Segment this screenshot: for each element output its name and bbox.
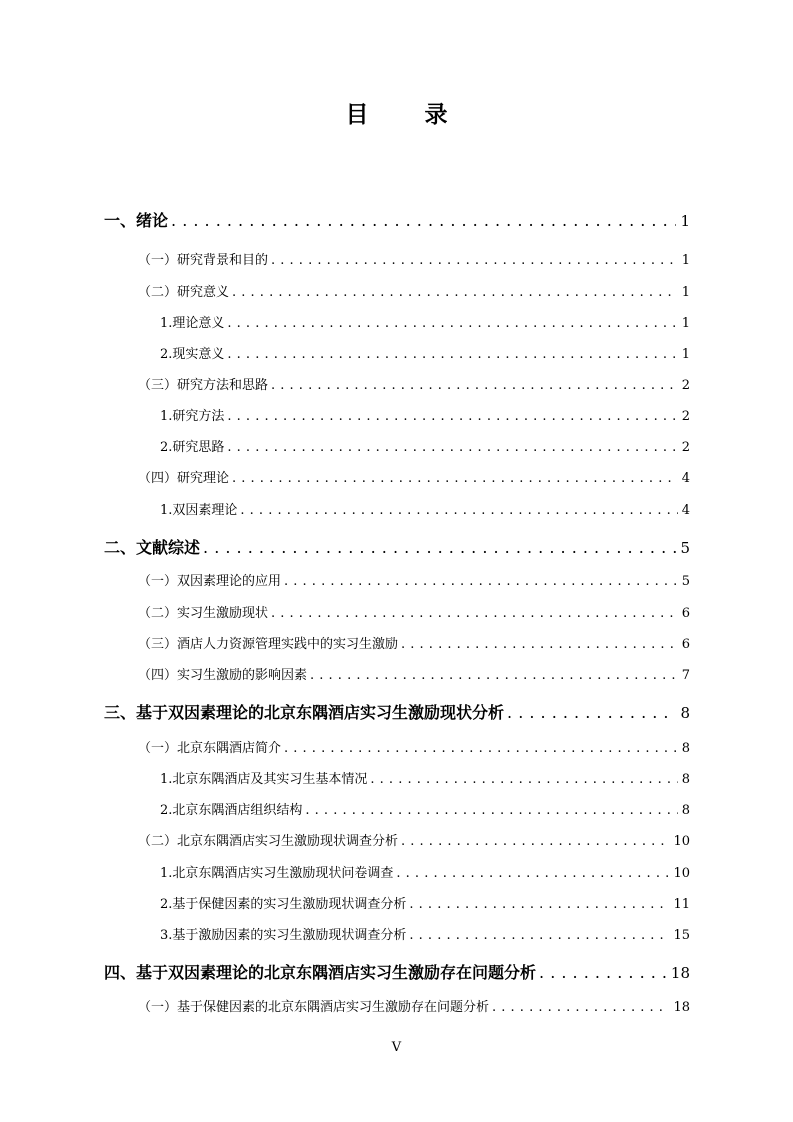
toc-leader-dots [271,253,678,268]
toc-entry-label: 三、基于双因素理论的北京东隅酒店实习生激励现状分析 [104,703,505,722]
toc-leader-dots [203,538,676,557]
toc-entry-label: （二）实习生激励现状 [138,606,269,621]
toc-leader-dots [409,897,669,912]
toc-leader-dots [396,866,669,881]
toc-entry[interactable] [160,405,690,424]
toc-entry-label: 1.理论意义 [160,316,225,331]
toc-leader-dots [271,606,678,621]
toc-page-number: 5 [681,574,690,589]
toc-leader-dots [227,316,677,331]
toc-entry-label: 1.双因素理论 [160,503,238,518]
toc-entry[interactable] [138,249,690,268]
toc-leader-dots [507,703,676,722]
toc-page-number: 11 [673,897,690,912]
toc-entry[interactable] [160,768,690,787]
toc-page-number: 2 [681,378,690,393]
toc-entry[interactable] [160,499,690,518]
toc-leader-dots [227,347,677,362]
toc-entry-label: （一）基于保健因素的北京东隅酒店实习生激励存在问题分析 [138,1000,490,1015]
toc-page-number: 10 [673,866,690,881]
toc-entry-label: 1.北京东隅酒店及其实习生基本情况 [160,772,368,787]
toc-page-number: 1 [680,212,690,230]
toc-entry-label: （一）研究背景和目的 [138,253,269,268]
toc-entry[interactable] [160,436,690,455]
toc-page-number: 7 [681,668,690,683]
page-number-footer: V [391,1040,402,1055]
toc-leader-dots [171,211,676,230]
toc-page-number: 8 [680,704,690,722]
toc-entry[interactable] [160,799,690,818]
toc-entry[interactable] [138,374,690,393]
toc-page-number: 10 [673,834,690,849]
toc-leader-dots [284,741,678,756]
toc-entry[interactable] [138,570,690,589]
toc-page-number: 2 [681,409,690,424]
toc-leader-dots [401,637,678,652]
toc-page-number: 8 [681,772,690,787]
toc-page-number: 4 [681,503,690,518]
toc-entry[interactable] [138,830,690,849]
toc-page-number: 15 [673,928,690,943]
toc-leader-dots [284,574,678,589]
toc-title: 目 录 [345,102,472,128]
toc-page-number: 1 [681,253,690,268]
toc-entry-label: 二、文献综述 [104,538,201,557]
toc-entry[interactable] [104,535,690,558]
toc-entry[interactable] [160,343,690,362]
toc-entry[interactable] [138,633,690,652]
toc-leader-dots [409,928,669,943]
toc-page-number: 6 [681,637,690,652]
toc-entry-label: 3.基于激励因素的实习生激励现状调查分析 [160,928,407,943]
toc-page-number: 18 [673,1000,690,1015]
toc-page-number: 4 [681,471,690,486]
toc-entry-label: 1.北京东隅酒店实习生激励现状问卷调查 [160,866,394,881]
toc-entry-label: （三）研究方法和思路 [138,378,269,393]
toc-entry[interactable] [104,960,690,983]
toc-page-number: 2 [681,440,690,455]
toc-entry[interactable] [138,664,690,683]
toc-entry[interactable] [138,602,690,621]
toc-leader-dots [232,471,678,486]
toc-leader-dots [492,1000,669,1015]
toc-entry-label: 2.研究思路 [160,440,225,455]
toc-entry[interactable] [138,737,690,756]
toc-page-number: 5 [680,539,690,557]
toc-leader-dots [401,834,669,849]
toc-entry[interactable] [138,281,690,300]
toc-entry-label: （四）实习生激励的影响因素 [138,668,308,683]
toc-entry[interactable] [138,467,690,486]
toc-page-number: 1 [681,316,690,331]
toc-entry[interactable] [160,893,690,912]
toc-leader-dots [240,503,677,518]
toc-entry[interactable] [104,700,690,723]
toc-entry-label: 四、基于双因素理论的北京东隅酒店实习生激励存在问题分析 [104,963,537,982]
toc-page-number: 1 [681,285,690,300]
toc-leader-dots [539,963,667,982]
toc-page-number: 8 [681,741,690,756]
toc-entry-label: （一）双因素理论的应用 [138,574,282,589]
toc-entry[interactable] [160,924,690,943]
toc-entry[interactable] [160,862,690,881]
toc-page-number: 8 [681,803,690,818]
toc-entry-label: 1.研究方法 [160,409,225,424]
toc-leader-dots [310,668,678,683]
toc-entry-label: 2.基于保健因素的实习生激励现状调查分析 [160,897,407,912]
toc-entry[interactable] [138,996,690,1015]
toc-leader-dots [227,409,677,424]
toc-leader-dots [271,378,678,393]
toc-entry-label: （三）酒店人力资源管理实践中的实习生激励 [138,637,399,652]
toc-entry-label: （四）研究理论 [138,471,230,486]
toc-leader-dots [305,803,677,818]
toc-page-number: 18 [670,964,690,982]
toc-entry-label: 2.现实意义 [160,347,225,362]
toc-entry[interactable] [160,312,690,331]
toc-entry-label: （二）研究意义 [138,285,230,300]
toc-leader-dots [370,772,677,787]
toc-entry[interactable] [104,208,690,231]
toc-entry-label: （二）北京东隅酒店实习生激励现状调查分析 [138,834,399,849]
toc-leader-dots [232,285,678,300]
toc-entry-label: 一、绪论 [104,211,169,230]
toc-leader-dots [227,440,677,455]
toc-entry-label: 2.北京东隅酒店组织结构 [160,803,303,818]
toc-page-number: 1 [681,347,690,362]
toc-page-number: 6 [681,606,690,621]
toc-entry-label: （一）北京东隅酒店简介 [138,741,282,756]
